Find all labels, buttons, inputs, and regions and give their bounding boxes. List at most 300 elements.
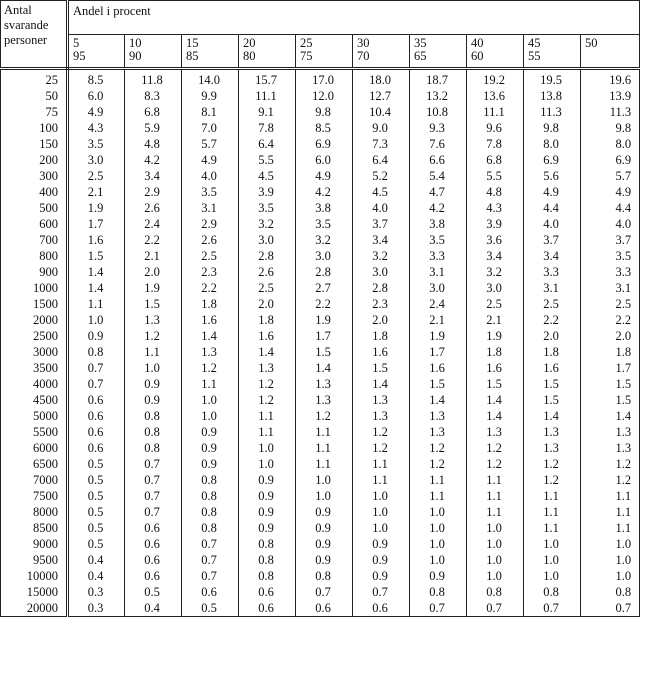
margin-value-cell: 18.0: [353, 69, 410, 89]
margin-value-cell: 0.9: [353, 552, 410, 568]
margin-value-cell: 2.4: [125, 216, 182, 232]
respondents-count: 7500: [1, 488, 68, 504]
margin-value-cell: 0.3: [68, 584, 125, 600]
margin-value-cell: 0.9: [410, 568, 467, 584]
margin-value-cell: 3.9: [467, 216, 524, 232]
margin-value-cell: 1.6: [467, 360, 524, 376]
margin-value-cell: 0.6: [68, 440, 125, 456]
margin-value-cell: 1.2: [296, 408, 353, 424]
margin-value-cell: 1.9: [296, 312, 353, 328]
margin-value-cell: 1.0: [524, 536, 581, 552]
margin-value-cell: 1.5: [296, 344, 353, 360]
margin-value-cell: 1.5: [410, 376, 467, 392]
percent-value-lower: 55: [528, 49, 541, 63]
margin-value-cell: 2.5: [467, 296, 524, 312]
margin-value-cell: 3.4: [353, 232, 410, 248]
margin-value-cell: 1.0: [239, 440, 296, 456]
margin-value-cell: 1.5: [524, 392, 581, 408]
margin-value-cell: 5.5: [239, 152, 296, 168]
margin-value-cell: 3.7: [581, 232, 640, 248]
margin-value-cell: 10.4: [353, 104, 410, 120]
margin-value-cell: 17.0: [296, 69, 353, 89]
table-row: [1, 472, 640, 488]
margin-value-cell: 0.9: [239, 488, 296, 504]
margin-value-cell: 0.6: [68, 424, 125, 440]
percent-value-lower: 90: [129, 49, 142, 63]
margin-value-cell: 1.1: [410, 472, 467, 488]
table-row: [1, 280, 640, 296]
margin-value-cell: 1.3: [581, 440, 640, 456]
margin-value-cell: 3.1: [182, 200, 239, 216]
margin-value-cell: 4.9: [296, 168, 353, 184]
margin-value-cell: 3.4: [524, 248, 581, 264]
respondents-count: 700: [1, 232, 68, 248]
respondents-count: 6500: [1, 456, 68, 472]
margin-value-cell: 8.1: [182, 104, 239, 120]
margin-value-cell: 3.0: [353, 264, 410, 280]
margin-value-cell: 1.0: [296, 472, 353, 488]
margin-value-cell: 1.3: [353, 392, 410, 408]
margin-value-cell: 12.0: [296, 88, 353, 104]
margin-value-cell: 1.1: [239, 424, 296, 440]
margin-value-cell: 8.3: [125, 88, 182, 104]
margin-value-cell: 5.7: [182, 136, 239, 152]
margin-value-cell: 0.7: [410, 600, 467, 617]
table-row: [1, 408, 640, 424]
margin-value-cell: 1.9: [68, 200, 125, 216]
margin-value-cell: 2.5: [68, 168, 125, 184]
margin-value-cell: 4.8: [467, 184, 524, 200]
margin-value-cell: 1.4: [239, 344, 296, 360]
margin-value-cell: 3.0: [68, 152, 125, 168]
table-header: [1, 1, 640, 69]
margin-value-cell: 1.1: [239, 408, 296, 424]
margin-value-cell: 6.8: [467, 152, 524, 168]
margin-value-cell: 0.5: [182, 600, 239, 617]
table-row: [1, 488, 640, 504]
margin-value-cell: 2.5: [182, 248, 239, 264]
margin-value-cell: 1.3: [353, 408, 410, 424]
margin-value-cell: 0.9: [68, 328, 125, 344]
margin-value-cell: 0.7: [182, 536, 239, 552]
margin-value-cell: 4.2: [125, 152, 182, 168]
margin-value-cell: 1.2: [524, 456, 581, 472]
margin-value-cell: 3.0: [296, 248, 353, 264]
margin-value-cell: 1.4: [296, 360, 353, 376]
margin-value-cell: 3.1: [581, 280, 640, 296]
margin-value-cell: 11.3: [524, 104, 581, 120]
margin-value-cell: 1.5: [353, 360, 410, 376]
margin-value-cell: 1.1: [524, 504, 581, 520]
margin-value-cell: 0.8: [68, 344, 125, 360]
margin-value-cell: 0.5: [68, 536, 125, 552]
margin-value-cell: 2.1: [68, 184, 125, 200]
margin-value-cell: 4.9: [524, 184, 581, 200]
margin-value-cell: 1.4: [68, 264, 125, 280]
margin-value-cell: 1.3: [410, 424, 467, 440]
margin-value-cell: 1.2: [239, 392, 296, 408]
margin-value-cell: 0.7: [125, 472, 182, 488]
margin-value-cell: 0.8: [125, 440, 182, 456]
margin-value-cell: 1.0: [524, 552, 581, 568]
percent-value-upper: 25: [300, 36, 313, 50]
margin-value-cell: 1.0: [581, 568, 640, 584]
margin-value-cell: 2.0: [239, 296, 296, 312]
margin-value-cell: 1.1: [467, 488, 524, 504]
margin-value-cell: 0.8: [182, 520, 239, 536]
percent-value-upper: 45: [528, 36, 541, 50]
margin-value-cell: 13.2: [410, 88, 467, 104]
margin-value-cell: 1.9: [467, 328, 524, 344]
margin-value-cell: 9.0: [353, 120, 410, 136]
table-row: [1, 392, 640, 408]
percent-value-upper: 35: [414, 36, 427, 50]
margin-value-cell: 1.1: [410, 488, 467, 504]
margin-value-cell: 1.7: [296, 328, 353, 344]
margin-value-cell: 1.0: [467, 552, 524, 568]
margin-value-cell: 3.1: [524, 280, 581, 296]
margin-value-cell: 1.0: [353, 488, 410, 504]
margin-value-cell: 2.2: [125, 232, 182, 248]
margin-value-cell: 1.0: [524, 568, 581, 584]
margin-value-cell: 1.4: [524, 408, 581, 424]
margin-value-cell: 0.9: [296, 552, 353, 568]
margin-value-cell: 0.6: [239, 584, 296, 600]
margin-value-cell: 1.4: [467, 408, 524, 424]
margin-value-cell: 1.2: [467, 456, 524, 472]
respondents-count: 75: [1, 104, 68, 120]
margin-value-cell: 1.1: [296, 424, 353, 440]
table-row: [1, 360, 640, 376]
margin-value-cell: 1.6: [524, 360, 581, 376]
margin-value-cell: 0.8: [296, 568, 353, 584]
margin-value-cell: 1.8: [239, 312, 296, 328]
margin-value-cell: 2.2: [296, 296, 353, 312]
margin-value-cell: 3.4: [125, 168, 182, 184]
margin-value-cell: 6.9: [296, 136, 353, 152]
margin-value-cell: 0.8: [239, 536, 296, 552]
margin-value-cell: 1.3: [467, 424, 524, 440]
margin-value-cell: 3.0: [410, 280, 467, 296]
margin-value-cell: 6.4: [239, 136, 296, 152]
margin-value-cell: 2.0: [581, 328, 640, 344]
margin-value-cell: 0.8: [125, 408, 182, 424]
margin-value-cell: 1.4: [410, 392, 467, 408]
margin-value-cell: 6.6: [410, 152, 467, 168]
margin-value-cell: 1.2: [353, 424, 410, 440]
margin-value-cell: 1.1: [524, 520, 581, 536]
table-row: [1, 104, 640, 120]
margin-value-cell: 3.7: [524, 232, 581, 248]
margin-value-cell: 1.0: [410, 552, 467, 568]
margin-value-cell: 1.6: [239, 328, 296, 344]
table-row: [1, 568, 640, 584]
margin-value-cell: 4.9: [182, 152, 239, 168]
margin-value-cell: 3.5: [296, 216, 353, 232]
margin-value-cell: 13.8: [524, 88, 581, 104]
margin-value-cell: 8.5: [296, 120, 353, 136]
respondents-count: 900: [1, 264, 68, 280]
row-header-text: Antal svarande personer: [4, 3, 49, 47]
margin-value-cell: 9.6: [467, 120, 524, 136]
margin-value-cell: 1.0: [467, 520, 524, 536]
margin-value-cell: 2.3: [182, 264, 239, 280]
margin-value-cell: 0.9: [296, 520, 353, 536]
margin-value-cell: 11.1: [467, 104, 524, 120]
percent-value-lower: 85: [186, 49, 199, 63]
margin-value-cell: 5.6: [524, 168, 581, 184]
margin-value-cell: 1.1: [125, 344, 182, 360]
table-row: [1, 88, 640, 104]
margin-value-cell: 19.2: [467, 69, 524, 89]
respondents-count: 200: [1, 152, 68, 168]
margin-value-cell: 1.1: [296, 456, 353, 472]
margin-value-cell: 1.3: [239, 360, 296, 376]
margin-value-cell: 2.2: [581, 312, 640, 328]
margin-value-cell: 1.1: [68, 296, 125, 312]
margin-value-cell: 3.0: [467, 280, 524, 296]
margin-value-cell: 12.7: [353, 88, 410, 104]
margin-value-cell: 0.5: [68, 520, 125, 536]
margin-value-cell: 1.5: [125, 296, 182, 312]
margin-value-cell: 4.3: [467, 200, 524, 216]
margin-value-cell: 3.3: [581, 264, 640, 280]
margin-value-cell: 6.0: [296, 152, 353, 168]
margin-value-cell: 1.0: [467, 536, 524, 552]
margin-value-cell: 1.8: [467, 344, 524, 360]
percent-column-header: [410, 35, 467, 69]
margin-value-cell: 1.5: [581, 392, 640, 408]
margin-value-cell: 2.7: [296, 280, 353, 296]
margin-value-cell: 3.5: [68, 136, 125, 152]
margin-value-cell: 0.7: [581, 600, 640, 617]
margin-value-cell: 3.8: [296, 200, 353, 216]
margin-value-cell: 0.8: [581, 584, 640, 600]
table-body: [1, 69, 640, 617]
margin-value-cell: 1.4: [581, 408, 640, 424]
table-row: [1, 600, 640, 617]
margin-value-cell: 0.6: [125, 568, 182, 584]
margin-value-cell: 1.1: [353, 472, 410, 488]
margin-value-cell: 7.3: [353, 136, 410, 152]
table-row: [1, 328, 640, 344]
margin-value-cell: 1.7: [410, 344, 467, 360]
margin-value-cell: 0.8: [239, 552, 296, 568]
margin-value-cell: 0.9: [239, 520, 296, 536]
margin-value-cell: 1.5: [524, 376, 581, 392]
margin-value-cell: 11.3: [581, 104, 640, 120]
margin-value-cell: 0.8: [239, 568, 296, 584]
percent-value-upper: 50: [585, 36, 598, 50]
percent-value-upper: 20: [243, 36, 256, 50]
percent-column-header: [182, 35, 239, 69]
percent-value-upper: 30: [357, 36, 370, 50]
table-row: [1, 120, 640, 136]
margin-value-cell: 1.2: [581, 456, 640, 472]
margin-value-cell: 3.2: [467, 264, 524, 280]
margin-value-cell: 13.9: [581, 88, 640, 104]
percent-value-upper: 5: [73, 36, 80, 50]
margin-value-cell: 4.9: [68, 104, 125, 120]
margin-value-cell: 3.9: [239, 184, 296, 200]
margin-value-cell: 3.3: [524, 264, 581, 280]
margin-value-cell: 3.7: [353, 216, 410, 232]
margin-value-cell: 2.1: [467, 312, 524, 328]
margin-value-cell: 1.4: [467, 392, 524, 408]
margin-value-cell: 19.5: [524, 69, 581, 89]
margin-value-cell: 9.9: [182, 88, 239, 104]
margin-value-cell: 9.8: [524, 120, 581, 136]
margin-value-cell: 3.4: [467, 248, 524, 264]
margin-value-cell: 3.5: [410, 232, 467, 248]
margin-value-cell: 2.8: [353, 280, 410, 296]
margin-value-cell: 0.7: [182, 568, 239, 584]
margin-value-cell: 14.0: [182, 69, 239, 89]
respondents-count: 4000: [1, 376, 68, 392]
margin-value-cell: 1.0: [182, 408, 239, 424]
margin-value-cell: 1.0: [410, 520, 467, 536]
margin-value-cell: 0.5: [68, 456, 125, 472]
margin-value-cell: 2.6: [125, 200, 182, 216]
respondents-count: 10000: [1, 568, 68, 584]
margin-value-cell: 2.8: [239, 248, 296, 264]
margin-value-cell: 0.8: [182, 488, 239, 504]
table-row: [1, 136, 640, 152]
margin-value-cell: 0.6: [125, 552, 182, 568]
margin-value-cell: 1.4: [353, 376, 410, 392]
margin-value-cell: 1.4: [68, 280, 125, 296]
margin-value-cell: 0.8: [182, 472, 239, 488]
margin-value-cell: 4.0: [524, 216, 581, 232]
margin-value-cell: 3.0: [239, 232, 296, 248]
margin-value-cell: 4.2: [296, 184, 353, 200]
respondents-count: 8000: [1, 504, 68, 520]
margin-value-cell: 0.9: [125, 376, 182, 392]
margin-value-cell: 1.5: [581, 376, 640, 392]
margin-value-cell: 6.4: [353, 152, 410, 168]
table-row: [1, 456, 640, 472]
margin-value-cell: 3.2: [239, 216, 296, 232]
margin-value-cell: 1.5: [467, 376, 524, 392]
margin-value-cell: 1.0: [581, 552, 640, 568]
margin-value-cell: 0.9: [125, 392, 182, 408]
margin-value-cell: 1.0: [182, 392, 239, 408]
margin-value-cell: 2.4: [410, 296, 467, 312]
margin-value-cell: 0.6: [125, 536, 182, 552]
margin-value-cell: 0.9: [239, 472, 296, 488]
percent-column-header: [296, 35, 353, 69]
percent-value-upper: 15: [186, 36, 199, 50]
respondents-count: 600: [1, 216, 68, 232]
margin-value-cell: 0.4: [125, 600, 182, 617]
margin-value-cell: 0.9: [182, 440, 239, 456]
margin-value-cell: 6.9: [524, 152, 581, 168]
margin-value-cell: 5.9: [125, 120, 182, 136]
respondents-count: 20000: [1, 600, 68, 617]
margin-value-cell: 3.5: [182, 184, 239, 200]
margin-value-cell: 0.6: [296, 600, 353, 617]
table-row: [1, 264, 640, 280]
respondents-count: 100: [1, 120, 68, 136]
margin-value-cell: 0.8: [125, 424, 182, 440]
margin-value-cell: 1.2: [524, 472, 581, 488]
margin-value-cell: 1.6: [182, 312, 239, 328]
respondents-count: 4500: [1, 392, 68, 408]
margin-value-cell: 0.7: [353, 584, 410, 600]
margin-value-cell: 0.7: [68, 376, 125, 392]
margin-value-cell: 1.1: [467, 504, 524, 520]
margin-value-cell: 5.2: [353, 168, 410, 184]
table-row: [1, 312, 640, 328]
respondents-count: 2000: [1, 312, 68, 328]
margin-value-cell: 1.2: [125, 328, 182, 344]
margin-value-cell: 2.9: [182, 216, 239, 232]
margin-value-cell: 3.3: [410, 248, 467, 264]
margin-value-cell: 2.8: [296, 264, 353, 280]
percent-value-lower: 95: [73, 49, 86, 63]
margin-value-cell: 5.4: [410, 168, 467, 184]
table-row: [1, 552, 640, 568]
margin-value-cell: 5.5: [467, 168, 524, 184]
margin-value-cell: 11.8: [125, 69, 182, 89]
margin-value-cell: 1.0: [410, 504, 467, 520]
percent-value-upper: 10: [129, 36, 142, 50]
respondents-count: 150: [1, 136, 68, 152]
percent-column-header: [467, 35, 524, 69]
margin-value-cell: 2.1: [410, 312, 467, 328]
respondents-count: 400: [1, 184, 68, 200]
percent-column-header: [524, 35, 581, 69]
respondents-count: 8500: [1, 520, 68, 536]
margin-value-cell: 9.8: [581, 120, 640, 136]
respondents-count: 500: [1, 200, 68, 216]
margin-value-cell: 8.0: [524, 136, 581, 152]
margin-value-cell: 1.3: [125, 312, 182, 328]
margin-value-cell: 2.6: [182, 232, 239, 248]
margin-value-cell: 7.6: [410, 136, 467, 152]
percent-value-lower: 80: [243, 49, 256, 63]
margin-value-cell: 1.3: [296, 376, 353, 392]
margin-value-cell: 4.0: [182, 168, 239, 184]
margin-value-cell: 1.7: [581, 360, 640, 376]
margin-value-cell: 2.0: [524, 328, 581, 344]
margin-value-cell: 1.3: [182, 344, 239, 360]
percent-column-header: [68, 35, 125, 69]
respondents-count: 25: [1, 69, 68, 89]
percent-column-header: [353, 35, 410, 69]
table-row: [1, 536, 640, 552]
respondents-count: 5500: [1, 424, 68, 440]
margin-value-cell: 0.6: [125, 520, 182, 536]
margin-value-cell: 1.1: [524, 488, 581, 504]
margin-value-cell: 0.9: [182, 424, 239, 440]
margin-value-cell: 1.0: [467, 568, 524, 584]
margin-value-cell: 15.7: [239, 69, 296, 89]
table-row: [1, 440, 640, 456]
margin-value-cell: 1.3: [410, 408, 467, 424]
respondents-count: 6000: [1, 440, 68, 456]
margin-value-cell: 3.2: [296, 232, 353, 248]
margin-value-cell: 1.4: [182, 328, 239, 344]
margin-value-cell: 1.8: [581, 344, 640, 360]
respondents-count: 1000: [1, 280, 68, 296]
margin-value-cell: 7.8: [239, 120, 296, 136]
margin-value-cell: 4.8: [125, 136, 182, 152]
margin-value-cell: 4.0: [353, 200, 410, 216]
respondents-count: 3000: [1, 344, 68, 360]
percent-value-lower: 70: [357, 49, 370, 63]
percent-column-header: [581, 35, 640, 69]
